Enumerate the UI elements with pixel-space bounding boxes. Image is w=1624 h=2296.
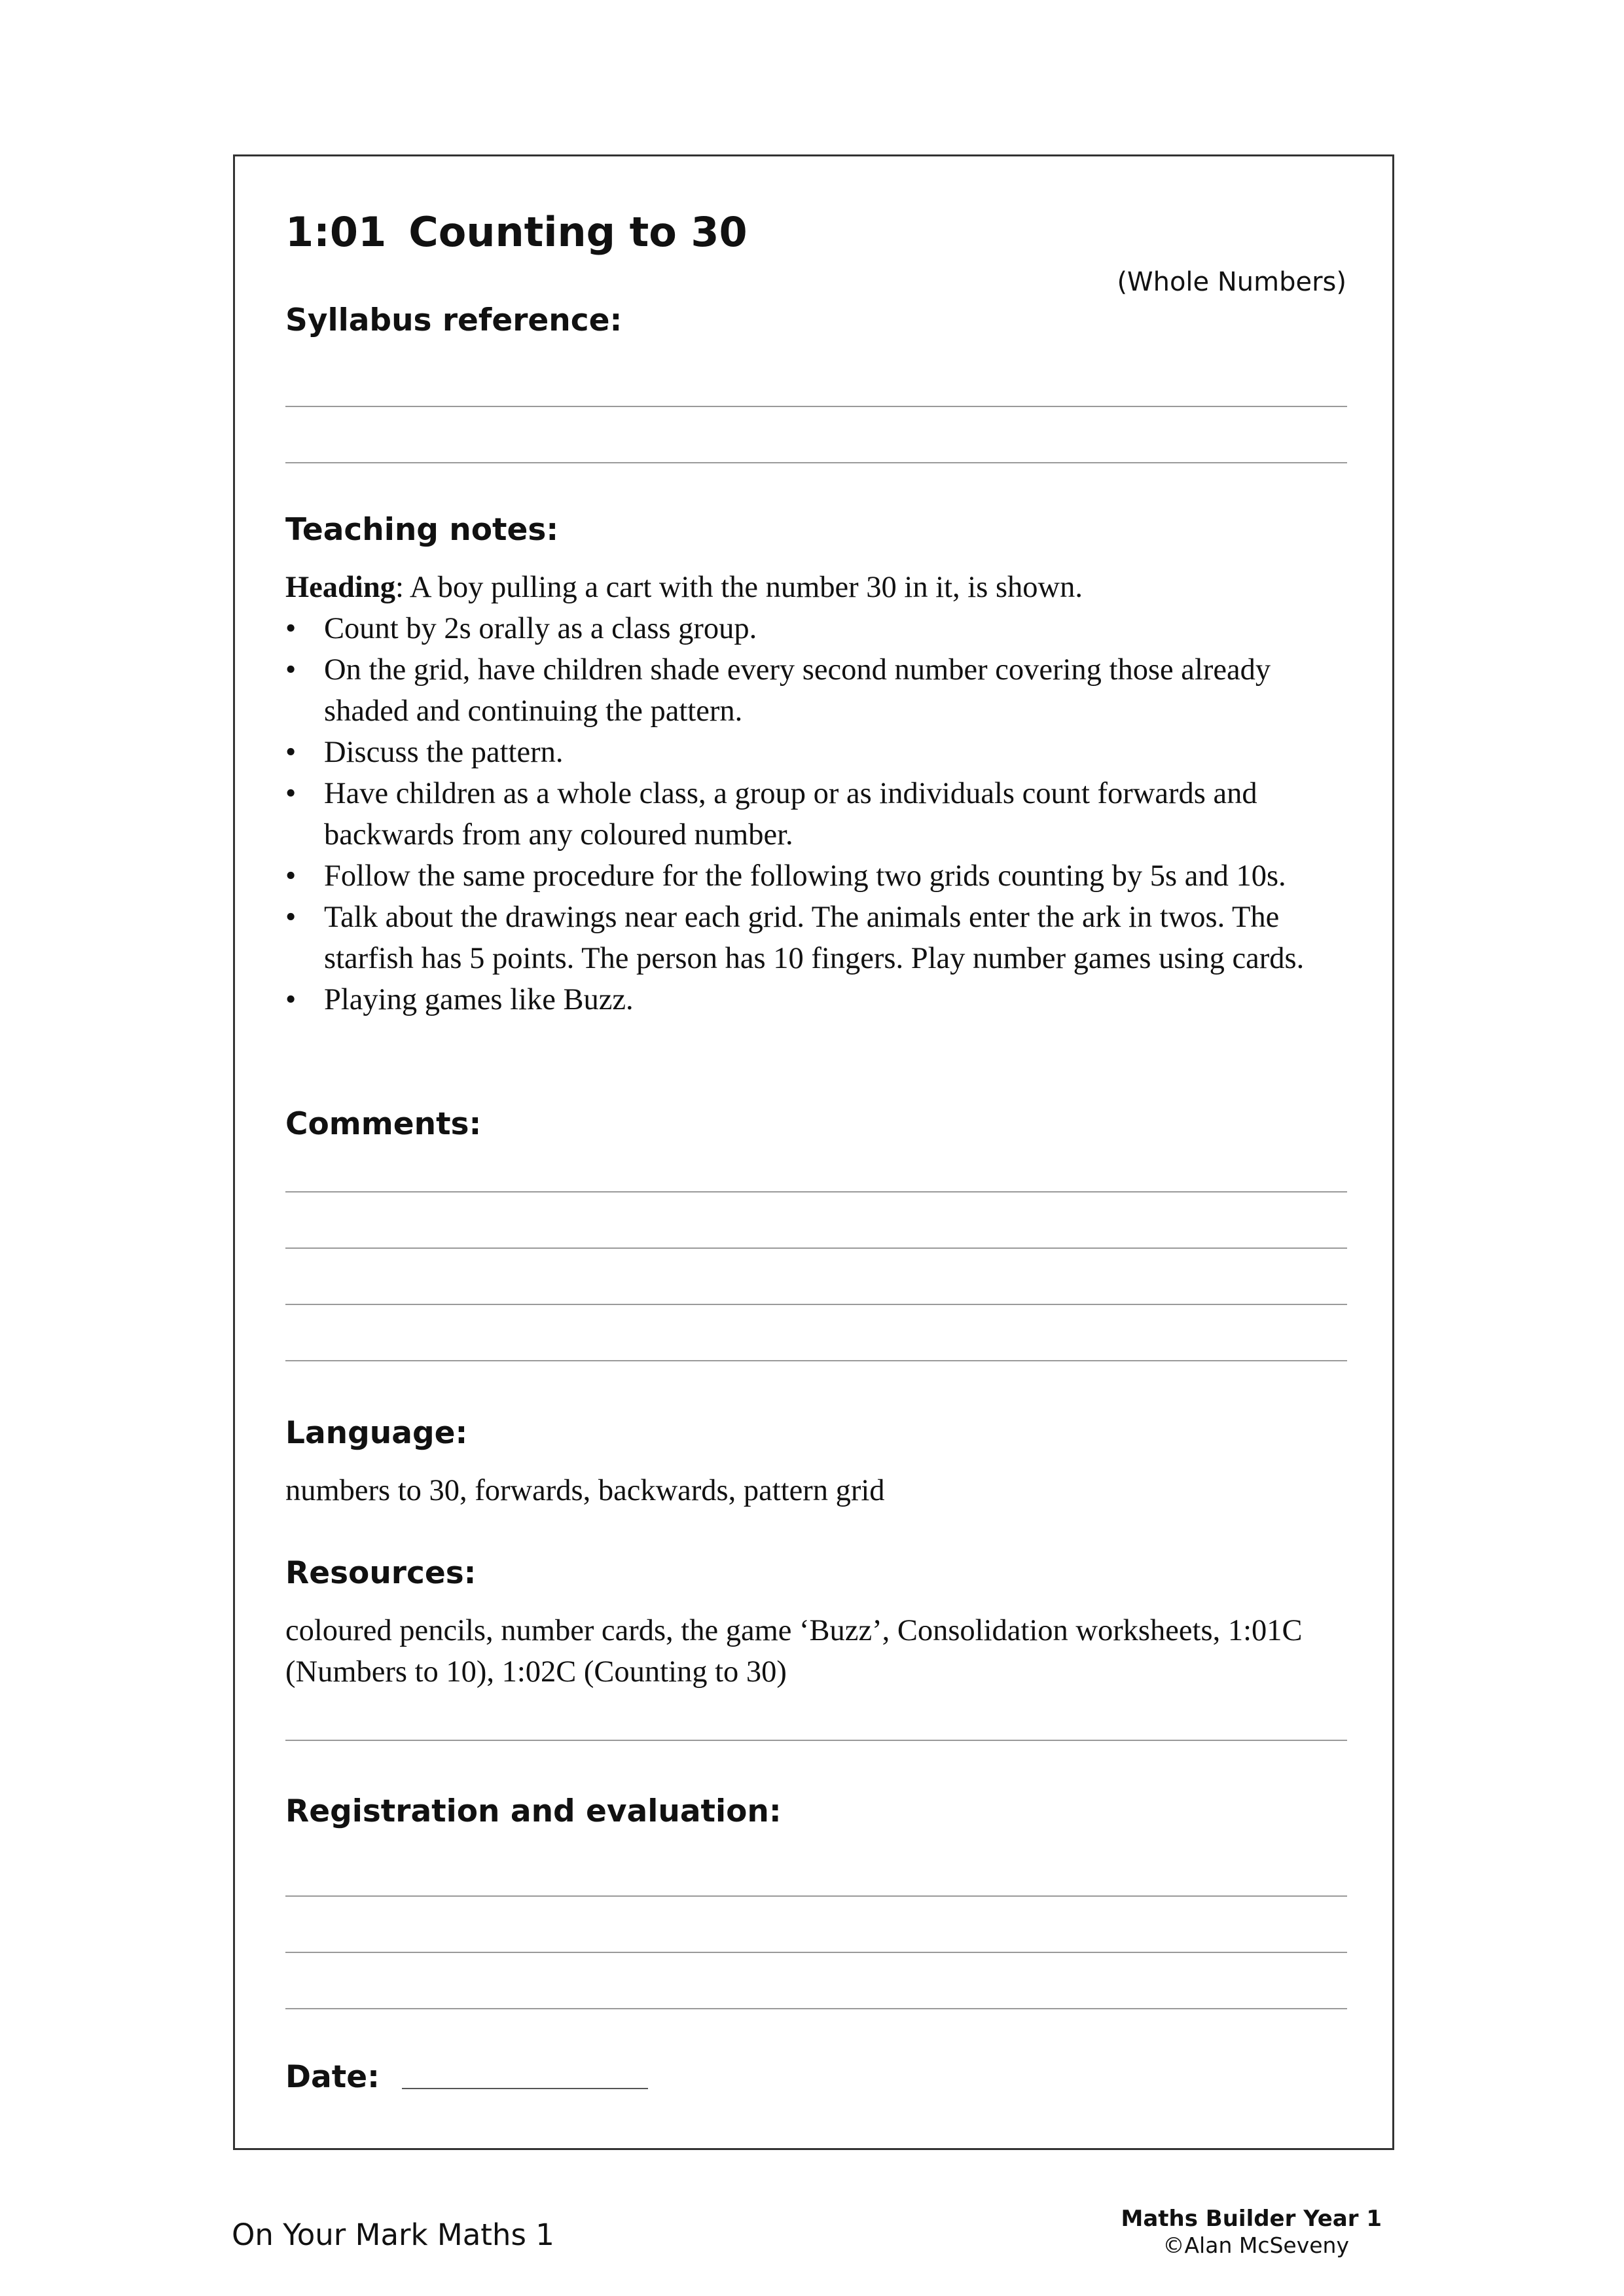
registration-heading: Registration and evaluation: <box>285 1793 782 1829</box>
comments-heading: Comments: <box>285 1106 482 1142</box>
language-text: numbers to 30, forwards, backwards, pattern grid <box>285 1474 885 1507</box>
list-item-text: Follow the same procedure for the following two grids counting by 5s and 10s. <box>324 859 1286 893</box>
lesson-card-frame <box>233 154 1394 2150</box>
list-item-text: On the grid, have children shade every second number covering those already shaded and continuing the pattern. <box>324 653 1271 728</box>
series-footer: On Your Mark Maths 1 <box>232 2217 554 2252</box>
strand-label: (Whole Numbers) <box>1117 267 1346 297</box>
comments-writing-line <box>285 1191 1347 1193</box>
teaching-notes-intro <box>285 567 1359 608</box>
list-item <box>285 649 1359 732</box>
date-label: Date: <box>285 2059 380 2095</box>
bullet-glyph: • <box>285 901 297 934</box>
page-title <box>285 208 748 257</box>
list-item-text: Discuss the pattern. <box>324 736 564 769</box>
resources-text: coloured pencils, number cards, the game ‘Buzz’, Consolidation worksheets, 1:01C (Numbers to 10), 1:02C (Counting to 30) <box>285 1614 1303 1689</box>
syllabus-writing-line <box>285 462 1347 463</box>
resources-heading: Resources: <box>285 1555 477 1591</box>
book-footer <box>1121 2206 1382 2258</box>
teaching-notes-heading: Teaching notes: <box>285 512 559 548</box>
comments-writing-line <box>285 1247 1347 1249</box>
teaching-notes-list <box>285 608 1359 1020</box>
bullet-glyph: • <box>285 612 297 645</box>
list-item <box>285 773 1359 855</box>
list-item <box>285 608 1359 649</box>
list-item-text: Talk about the drawings near each grid. The animals enter the ark in twos. The starfish has 5 points. The person has 10 fingers. Play number games using cards. <box>324 901 1305 975</box>
lesson-number: 1:01 <box>285 208 387 256</box>
list-item-text: Count by 2s orally as a class group. <box>324 612 757 645</box>
lesson-title: Counting to 30 <box>408 208 748 256</box>
copyright-notice: ©Alan McSeveny <box>1163 2232 1349 2258</box>
comments-writing-line <box>285 1360 1347 1361</box>
intro-text: : A boy pulling a cart with the number 30 in it, is shown. <box>395 571 1083 604</box>
syllabus-heading: Syllabus reference: <box>285 302 623 338</box>
teaching-notes-body <box>285 567 1359 1020</box>
list-item-text: Playing games like Buzz. <box>324 983 634 1016</box>
bullet-glyph: • <box>285 736 297 769</box>
list-item <box>285 979 1359 1020</box>
registration-writing-line <box>285 1895 1347 1897</box>
bullet-glyph: • <box>285 777 297 810</box>
language-heading: Language: <box>285 1415 468 1451</box>
comments-writing-line <box>285 1304 1347 1305</box>
bullet-glyph: • <box>285 653 297 687</box>
book-title: Maths Builder Year 1 <box>1121 2206 1382 2232</box>
registration-writing-line <box>285 1952 1347 1953</box>
syllabus-writing-line <box>285 406 1347 407</box>
date-writing-line <box>402 2088 648 2089</box>
list-item <box>285 855 1359 897</box>
intro-label: Heading <box>285 571 395 604</box>
bullet-glyph: • <box>285 983 297 1016</box>
list-item-text: Have children as a whole class, a group or as individuals count forwards and backwards from any coloured number. <box>324 777 1257 852</box>
list-item <box>285 897 1359 979</box>
registration-writing-line <box>285 2008 1347 2009</box>
resources-writing-line <box>285 1740 1347 1741</box>
bullet-glyph: • <box>285 859 297 893</box>
list-item <box>285 732 1359 773</box>
